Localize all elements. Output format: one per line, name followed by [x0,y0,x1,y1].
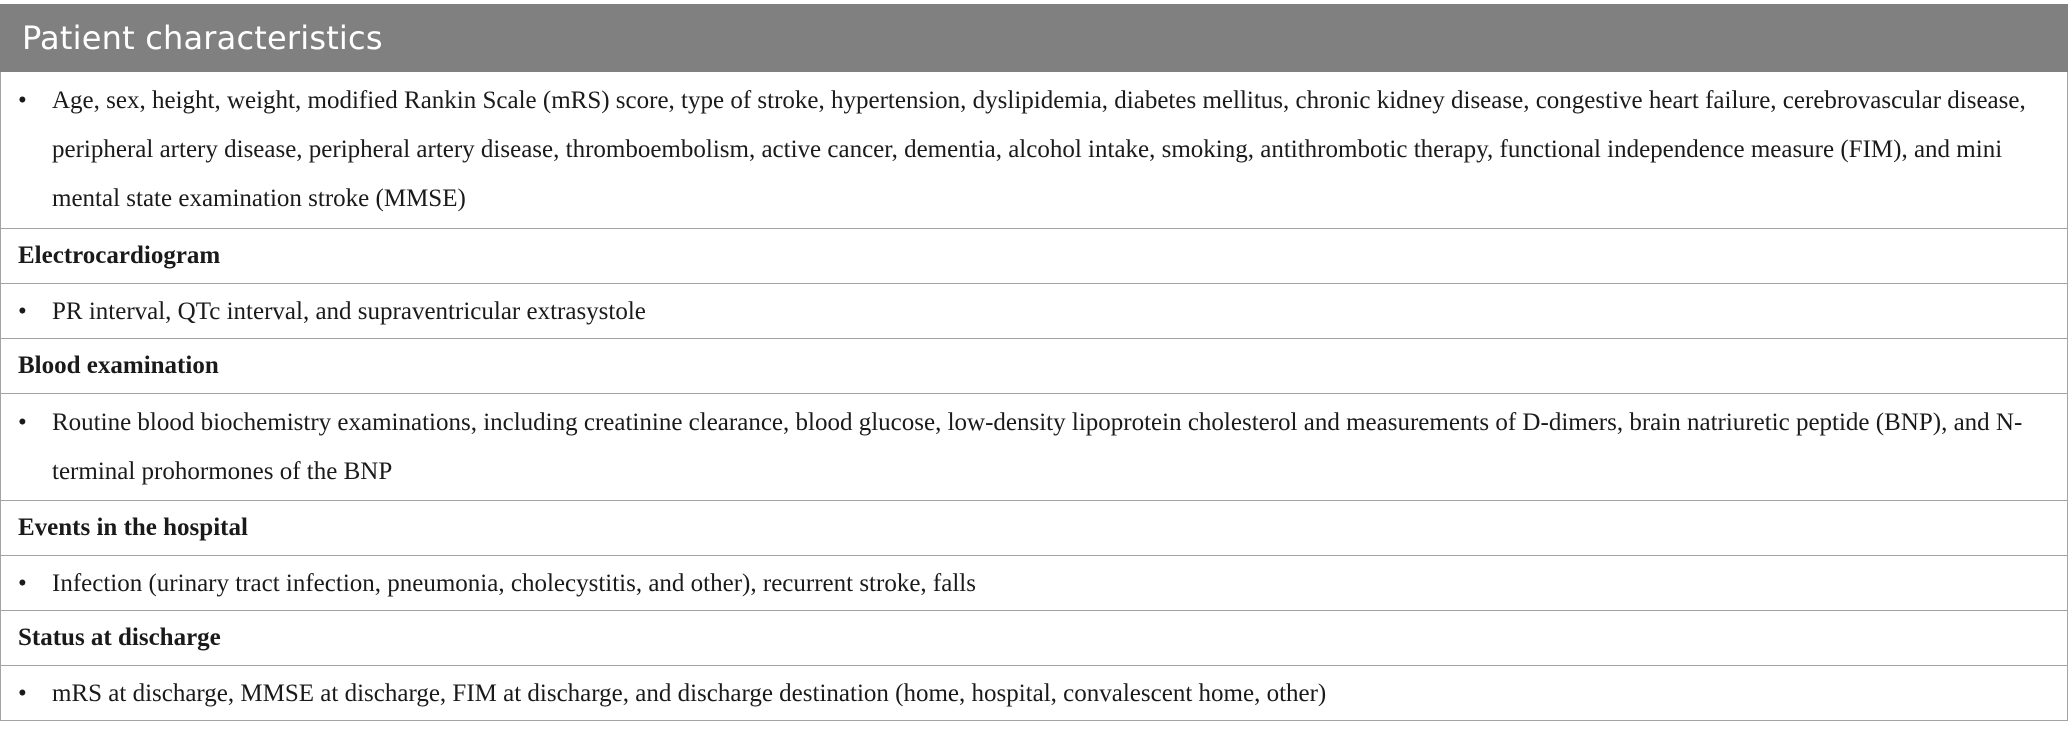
blood-section-title: Blood examination [18,352,219,379]
ecg-items-row [0,284,2068,339]
discharge-section-title: Status at discharge [18,624,221,651]
bullet: • [18,298,27,325]
bullet: • [18,409,27,436]
events-items-text: Infection (urinary tract infection, pneumonia, cholecystitis, and other), recurrent stroke, falls [52,570,976,597]
ecg-section-title: Electrocardiogram [18,242,221,269]
patient-characteristics-row [0,72,2068,229]
events-section-row [0,501,2068,556]
blood-items-text: Routine blood biochemistry examinations, including creatinine clearance, blood glucose, low-density lipoprotein cholesterol and measurements of D-dimers, brain natriuretic peptide (BNP), and N-terminal prohormones of the BNP [52,409,2023,485]
bullet: • [18,570,27,597]
events-items-row [0,556,2068,611]
characteristics-table [0,4,2068,721]
table-header-title: Patient characteristics [22,19,383,57]
table-header [0,4,2068,72]
patient-characteristics-text: Age, sex, height, weight, modified Rankin Scale (mRS) score, type of stroke, hypertension, dyslipidemia, diabetes mellitus, chronic kidney disease, congestive heart failure, cerebrovascular disease, peripheral artery disease, peripheral artery disease, thromboembolism, active cancer, dementia, alcohol intake, smoking, antithrombotic therapy, functional independence measure (FIM), and mini mental state examination stroke (MMSE) [52,87,2026,212]
ecg-section-row [0,229,2068,284]
discharge-section-row [0,611,2068,666]
bullet: • [18,680,27,707]
bullet: • [18,87,27,114]
discharge-items-text: mRS at discharge, MMSE at discharge, FIM at discharge, and discharge destination (home, hospital, convalescent home, other) [52,680,1327,707]
blood-items-row [0,394,2068,501]
discharge-items-row [0,666,2068,721]
ecg-items-text: PR interval, QTc interval, and supraventricular extrasystole [52,298,646,325]
events-section-title: Events in the hospital [18,514,248,541]
blood-section-row [0,339,2068,394]
